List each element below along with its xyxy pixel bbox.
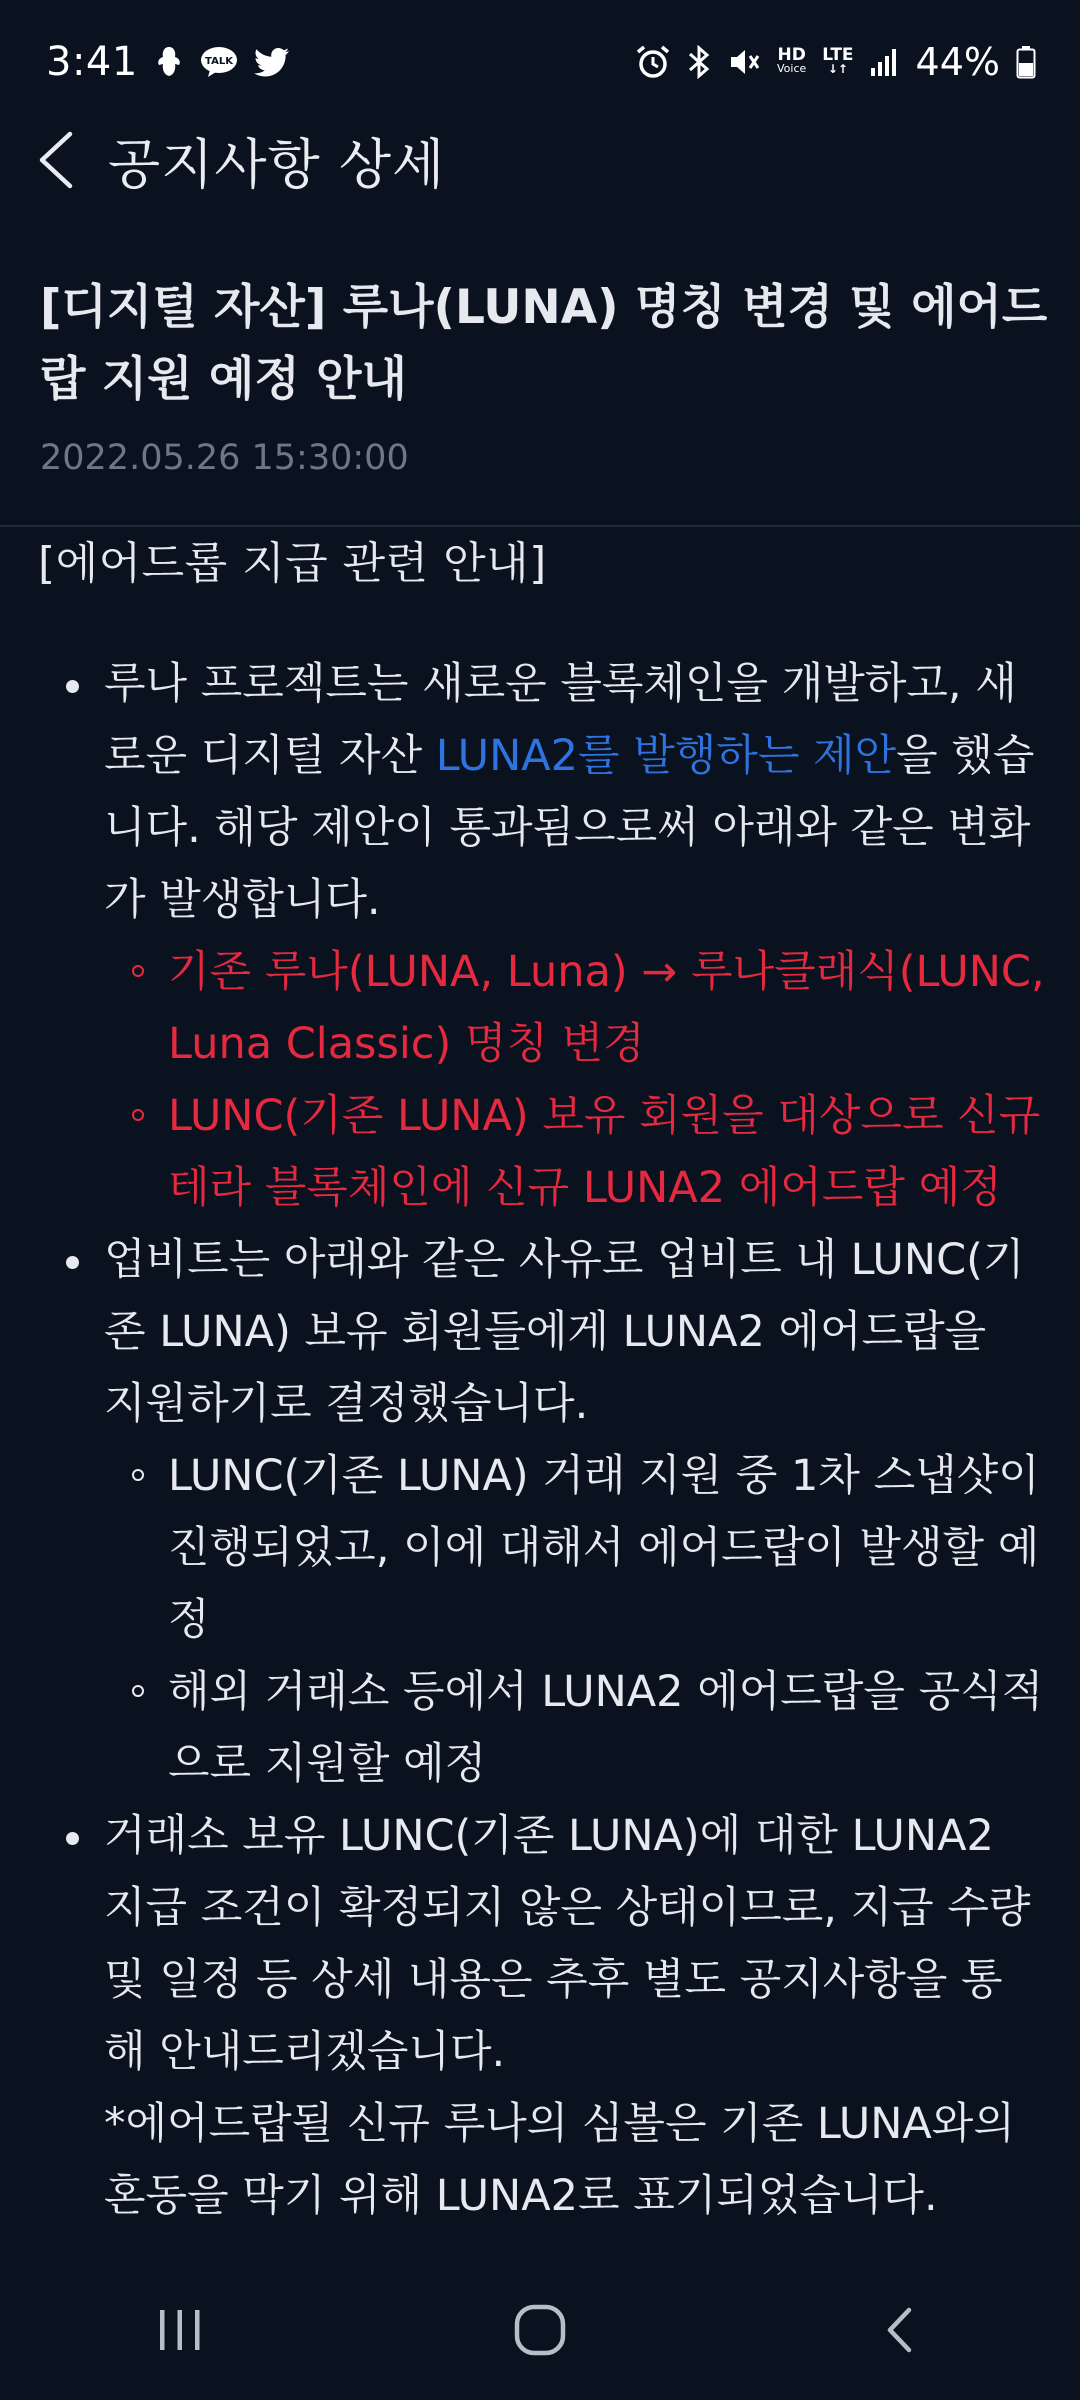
notice-title: [디지털 자산] 루나(LUNA) 명칭 변경 및 에어드랍 지원 예정 안내: [40, 280, 1048, 407]
status-right: [635, 40, 1036, 84]
page-title: 공지사항 상세: [108, 132, 446, 196]
notice-content[interactable]: [0, 528, 1080, 2260]
kakaotalk-icon: [200, 46, 238, 78]
sub-item-snapshot: LUNC(기존 LUNA) 거래 지원 중 1차 스냅샷이 진행되었고, 이에 대해서 에어드랍이 발생할 예정: [0, 1440, 1080, 1656]
notification-app-icon: [154, 45, 184, 79]
hd-label: HD: [777, 45, 806, 65]
app-header: [0, 120, 1080, 200]
back-nav-button[interactable]: [800, 2260, 1000, 2400]
status-time: 3:41: [46, 39, 138, 85]
bullet1-text-after: 을 했습니다. 해당 제안이 통과됨으로써 아래와 같은 변화가 발생합니다.: [104, 731, 1035, 925]
twitter-icon: [254, 47, 290, 77]
status-bar: [0, 0, 1080, 124]
sub-item-airdrop: LUNC(기존 LUNA) 보유 회원을 대상으로 신규 테라 블록체인에 신규 LUNA2 에어드랍 예정: [0, 1080, 1080, 1224]
symbol-note: *에어드랍될 신규 루나의 심볼은 기존 LUNA와의 혼동을 막기 위해 LUNA2로 표기되었습니다.: [104, 2099, 1015, 2221]
recent-apps-button[interactable]: [80, 2260, 280, 2400]
content-body: [0, 648, 1080, 2232]
voice-label: Voice: [777, 62, 807, 75]
home-button[interactable]: [440, 2260, 640, 2400]
bullet-item: 업비트는 아래와 같은 사유로 업비트 내 LUNC(기존 LUNA) 보유 회원들에게 LUNA2 에어드랍을 지원하기로 결정했습니다.: [0, 1224, 1080, 1440]
back-button[interactable]: [36, 120, 92, 200]
status-left: [46, 39, 290, 85]
bullet-item: [0, 648, 1080, 936]
lte-indicator: [822, 45, 854, 76]
mute-icon: [727, 45, 761, 79]
bluetooth-icon: [687, 45, 711, 79]
bullet-item: 거래소 보유 LUNC(기존 LUNA)에 대한 LUNA2 지급 조건이 확정되지 않은 상태이므로, 지급 수량 및 일정 등 상세 내용은 추후 별도 공지사항을 통해 안내드리겠습니다.: [0, 1800, 1080, 2088]
talk-label: TALK: [204, 56, 233, 67]
section-heading: [에어드롭 지급 관련 안내]: [38, 538, 547, 589]
signal-icon: [870, 47, 900, 77]
system-nav-bar: [0, 2260, 1080, 2400]
hd-voice-indicator: [777, 45, 807, 76]
battery-icon: [1016, 45, 1036, 79]
bullet1-text-before: 루나 프로젝트는 새로운 블록체인을 개발하고, 새로운 디지털 자산: [104, 659, 1017, 781]
home-icon: [513, 2303, 567, 2357]
back-icon: [880, 2305, 920, 2355]
alarm-icon: [635, 44, 671, 80]
sub-item-rename: 기존 루나(LUNA, Luna) → 루나클래식(LUNC, Luna Classic) 명칭 변경: [0, 936, 1080, 1080]
luna2-proposal-link[interactable]: LUNA2를 발행하는 제안: [435, 731, 897, 781]
sub-item-overseas: 해외 거래소 등에서 LUNA2 에어드랍을 공식적으로 지원할 예정: [0, 1656, 1080, 1800]
recent-apps-icon: [155, 2308, 205, 2352]
chevron-left-icon: [36, 130, 76, 190]
lte-label: LTE: [822, 45, 854, 65]
data-arrows-icon: ↓↑: [827, 62, 848, 76]
notice-date: 2022.05.26 15:30:00: [40, 438, 409, 478]
header-divider: [0, 525, 1080, 527]
battery-percent: 44%: [915, 40, 1000, 84]
notice-header: [40, 272, 1050, 478]
